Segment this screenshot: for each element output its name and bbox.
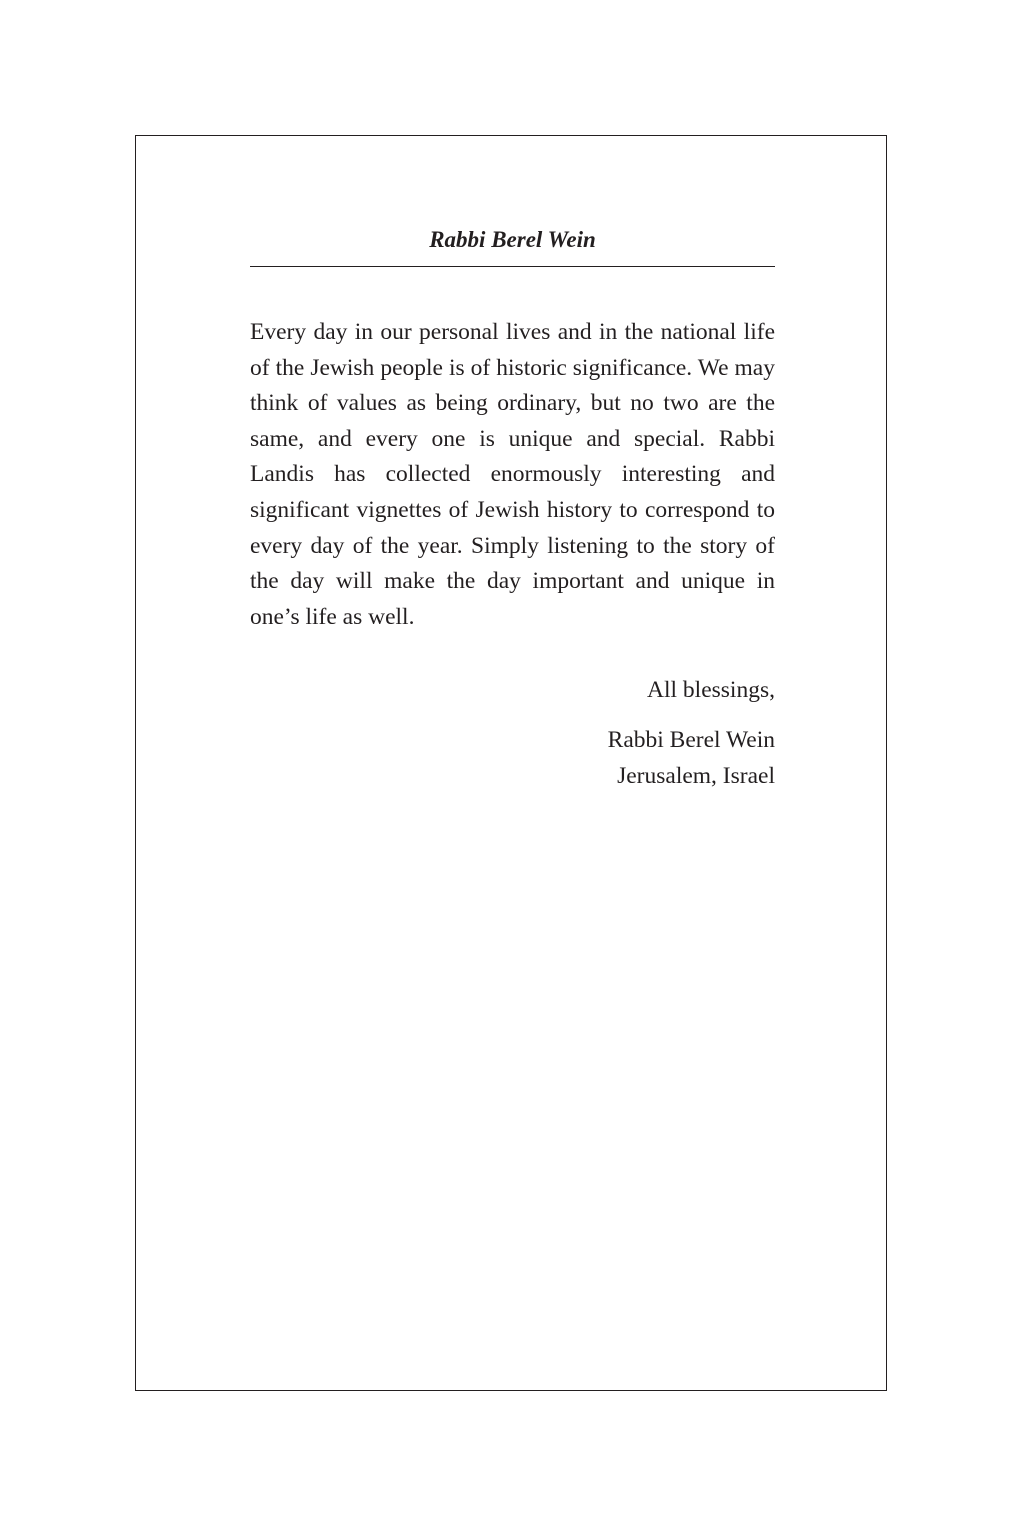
signature-block bbox=[250, 723, 775, 794]
signature-name: Rabbi Berel Wein bbox=[607, 726, 775, 753]
page-content bbox=[250, 222, 775, 794]
running-head: Rabbi Berel Wein bbox=[250, 222, 775, 267]
closing-line: All blessings, bbox=[647, 677, 775, 704]
signature-location: Jerusalem, Israel bbox=[617, 762, 775, 789]
body-paragraph: Every day in our personal lives and in the national life of the Jewish people is of historic significance. We may think of values as being ordinary, but no two are the same, and every one is unique and special. Rabbi Landis has collected enormously interesting and significant vignettes of Jewish history to correspond to every day of the year. Simply listening to the story of the day will make the day important and unique in one’s life as well. bbox=[250, 319, 775, 630]
